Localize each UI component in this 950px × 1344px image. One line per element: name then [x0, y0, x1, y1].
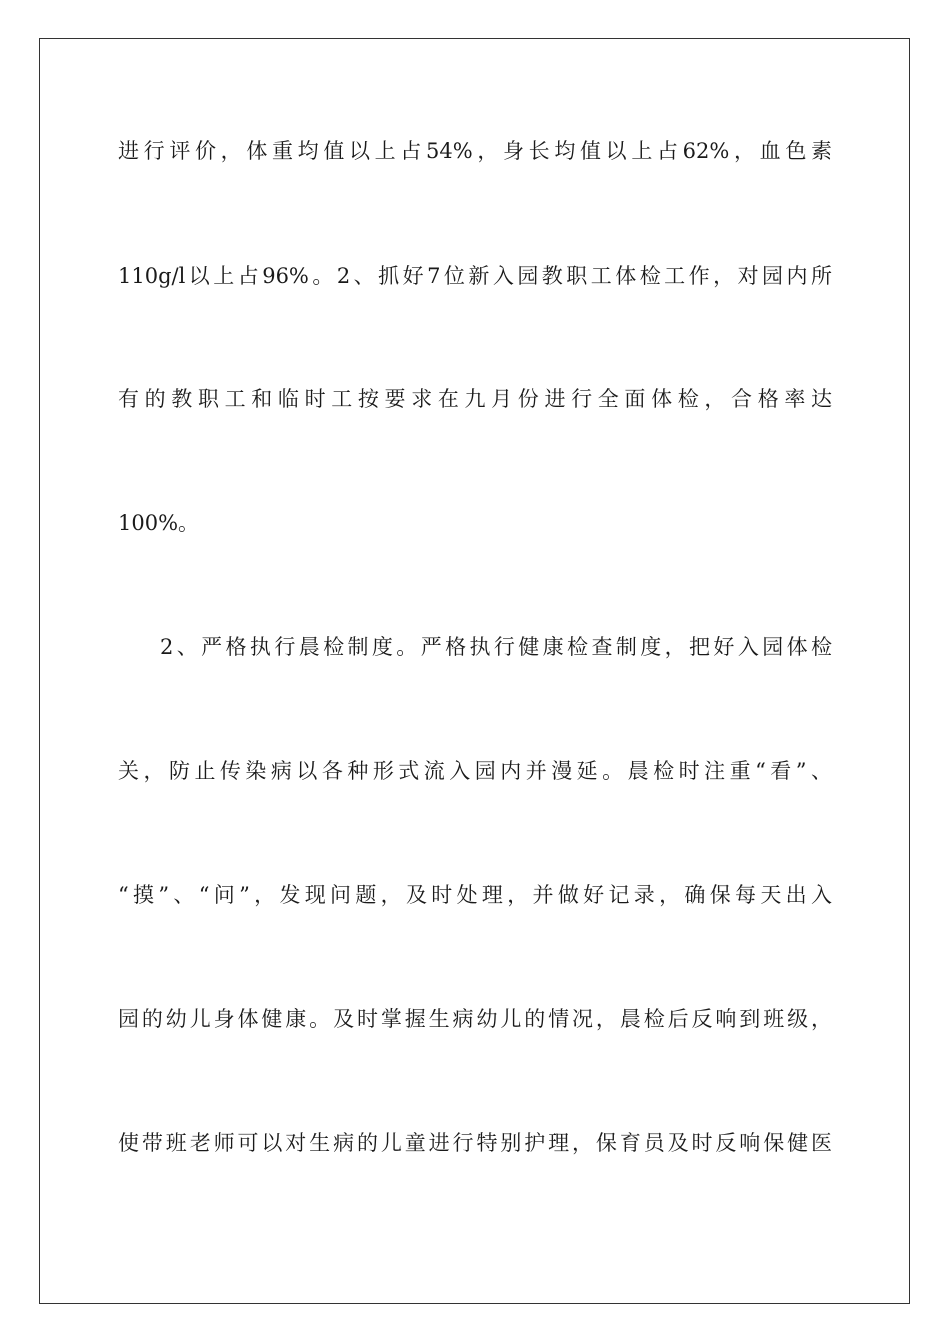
text-line-1: 进行评价，体重均值以上占54%，身长均值以上占62%，血色素	[118, 139, 832, 163]
text-line-7: “摸”、“问”，发现问题，及时处理，并做好记录，确保每天出入	[118, 883, 832, 907]
text-line-4: 100%。	[118, 511, 200, 535]
text-line-3: 有的教职工和临时工按要求在九月份进行全面体检，合格率达	[118, 387, 832, 411]
text-line-5: 2、严格执行晨检制度。严格执行健康检查制度，把好入园体检	[160, 635, 832, 659]
text-line-8: 园的幼儿身体健康。及时掌握生病幼儿的情况，晨检后反响到班级，	[118, 1007, 832, 1031]
page-border	[39, 38, 910, 1304]
text-line-6: 关，防止传染病以各种形式流入园内并漫延。晨检时注重“看”、	[118, 759, 832, 783]
text-line-2: 110g/l以上占96%。2、抓好7位新入园教职工体检工作，对园内所	[118, 264, 832, 288]
text-line-9: 使带班老师可以对生病的儿童进行特别护理，保育员及时反响保健医	[118, 1131, 832, 1155]
